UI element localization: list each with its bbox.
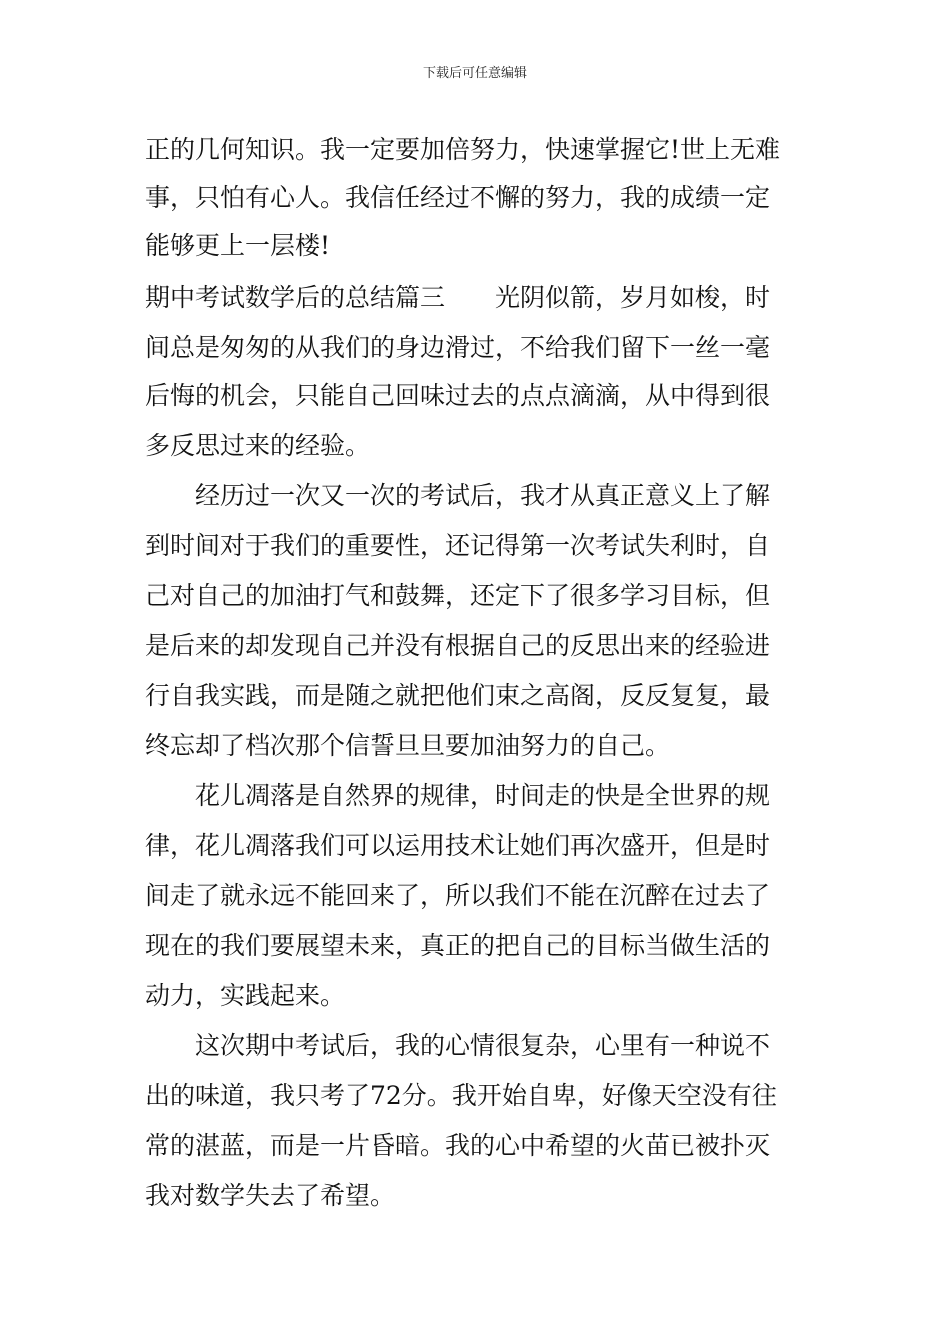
text-line: 行自我实践，而是随之就把他们束之高阁，反反复复，最: [145, 681, 771, 710]
text-line: 到时间对于我们的重要性，还记得第一次考试失利时，自: [145, 531, 771, 560]
text-line: 后悔的机会，只能自己回味过去的点点滴滴，从中得到很: [145, 381, 771, 410]
text-line: 己对自己的加油打气和鼓舞，还定下了很多学习目标，但: [145, 581, 771, 610]
text-line: 动力，实践起来。: [145, 981, 346, 1010]
text-line: 花儿凋落是自然界的规律，时间走的快是全世界的规: [145, 781, 771, 810]
text-line: 经历过一次又一次的考试后，我才从真正意义上了解: [145, 481, 771, 510]
text-line: 现在的我们要展望未来，真正的把自己的目标当做生活的: [145, 931, 771, 960]
text-line: 间走了就永远不能回来了，所以我们不能在沉醉在过去了: [145, 881, 771, 910]
text-line: 正的几何知识。我一定要加倍努力，快速掌握它!世上无难: [145, 135, 781, 164]
text-line: 出的味道，我只考了72分。我开始自卑，好像天空没有往: [145, 1081, 777, 1110]
text-line: 事，只怕有心人。我信任经过不懈的努力，我的成绩一定: [145, 183, 771, 212]
text-line: 律，花儿凋落我们可以运用技术让她们再次盛开，但是时: [145, 831, 771, 860]
text-line: 我对数学失去了希望。: [145, 1181, 396, 1210]
section-heading-line: 期中考试数学后的总结篇三 光阴似箭，岁月如梭，时: [145, 283, 771, 312]
text-line: 能够更上一层楼!: [145, 231, 331, 260]
page-header: 下载后可任意编辑: [422, 66, 527, 81]
text-line: 多反思过来的经验。: [145, 431, 371, 460]
text-line: 这次期中考试后，我的心情很复杂，心里有一种说不: [145, 1031, 771, 1060]
text-line: 常的湛蓝，而是一片昏暗。我的心中希望的火苗已被扑灭: [145, 1131, 771, 1160]
text-line: 间总是匆匆的从我们的身边滑过，不给我们留下一丝一毫: [145, 333, 771, 362]
text-line: 终忘却了档次那个信誓旦旦要加油努力的自己。: [145, 731, 671, 760]
text-line: 是后来的却发现自己并没有根据自己的反思出来的经验进: [145, 631, 771, 660]
